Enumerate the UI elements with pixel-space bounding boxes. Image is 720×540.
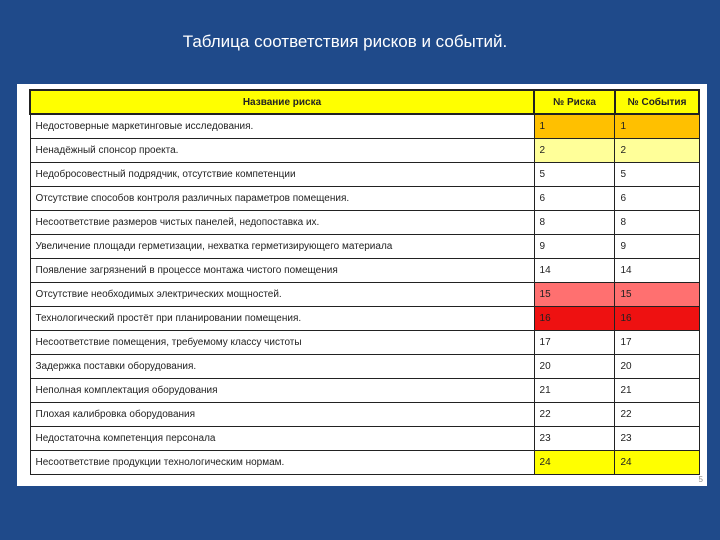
- risk-number-cell: 15: [534, 283, 615, 307]
- table-row: [30, 355, 699, 379]
- risk-name-cell: Плохая калибровка оборудования: [30, 403, 534, 427]
- table-row: [30, 451, 699, 475]
- event-number-cell: 1: [615, 114, 699, 139]
- risk-number-cell: 1: [534, 114, 615, 139]
- event-number-cell: 2: [615, 139, 699, 163]
- table-row: [30, 283, 699, 307]
- table-row: [30, 379, 699, 403]
- event-number-cell: 20: [615, 355, 699, 379]
- risk-name-cell: Появление загрязнений в процессе монтажа чистого помещения: [30, 259, 534, 283]
- risk-name-cell: Отсутствие необходимых электрических мощностей.: [30, 283, 534, 307]
- risk-number-cell: 24: [534, 451, 615, 475]
- risk-number-cell: 14: [534, 259, 615, 283]
- table-header-row: [30, 90, 699, 114]
- risk-name-cell: Увеличение площади герметизации, нехватка герметизирующего материала: [30, 235, 534, 259]
- event-number-cell: 17: [615, 331, 699, 355]
- event-number-cell: 6: [615, 187, 699, 211]
- table-row: [30, 259, 699, 283]
- risk-event-table: [29, 89, 700, 475]
- risk-number-cell: 17: [534, 331, 615, 355]
- risk-name-cell: Недостоверные маркетинговые исследования.: [30, 114, 534, 139]
- table-row: [30, 235, 699, 259]
- event-number-cell: 5: [615, 163, 699, 187]
- event-number-cell: 16: [615, 307, 699, 331]
- risk-number-cell: 8: [534, 211, 615, 235]
- table-row: [30, 427, 699, 451]
- risk-number-cell: 22: [534, 403, 615, 427]
- risk-number-cell: 16: [534, 307, 615, 331]
- page-number: 5: [698, 475, 703, 484]
- header-risk-number: № Риска: [534, 90, 615, 114]
- risk-name-cell: Ненадёжный спонсор проекта.: [30, 139, 534, 163]
- slide-title: Таблица соответствия рисков и событий.: [182, 32, 508, 51]
- table-row: [30, 331, 699, 355]
- table-row: [30, 187, 699, 211]
- table-row: [30, 163, 699, 187]
- risk-name-cell: Технологический простёт при планировании помещения.: [30, 307, 534, 331]
- risk-number-cell: 21: [534, 379, 615, 403]
- risk-name-cell: Несоответствие размеров чистых панелей, недопоставка их.: [30, 211, 534, 235]
- table-row: [30, 139, 699, 163]
- risk-number-cell: 20: [534, 355, 615, 379]
- risk-number-cell: 2: [534, 139, 615, 163]
- event-number-cell: 21: [615, 379, 699, 403]
- risk-name-cell: Неполная комплектация оборудования: [30, 379, 534, 403]
- event-number-cell: 8: [615, 211, 699, 235]
- event-number-cell: 9: [615, 235, 699, 259]
- table-row: [30, 211, 699, 235]
- event-number-cell: 22: [615, 403, 699, 427]
- header-risk-name: Название риска: [30, 90, 534, 114]
- risk-number-cell: 9: [534, 235, 615, 259]
- risk-name-cell: Несоответствие помещения, требуемому классу чистоты: [30, 331, 534, 355]
- risk-name-cell: Несоответствие продукции технологическим нормам.: [30, 451, 534, 475]
- risk-name-cell: Недобросовестный подрядчик, отсутствие компетенции: [30, 163, 534, 187]
- event-number-cell: 24: [615, 451, 699, 475]
- risk-name-cell: Задержка поставки оборудования.: [30, 355, 534, 379]
- event-number-cell: 14: [615, 259, 699, 283]
- event-number-cell: 23: [615, 427, 699, 451]
- table-row: [30, 403, 699, 427]
- risk-number-cell: 23: [534, 427, 615, 451]
- risk-number-cell: 6: [534, 187, 615, 211]
- event-number-cell: 15: [615, 283, 699, 307]
- table-row: [30, 114, 699, 139]
- risk-name-cell: Недостаточна компетенция персонала: [30, 427, 534, 451]
- header-event-number: № События: [615, 90, 699, 114]
- table-row: [30, 307, 699, 331]
- risk-name-cell: Отсутствие способов контроля различных параметров помещения.: [30, 187, 534, 211]
- table-sheet: [17, 84, 707, 486]
- risk-number-cell: 5: [534, 163, 615, 187]
